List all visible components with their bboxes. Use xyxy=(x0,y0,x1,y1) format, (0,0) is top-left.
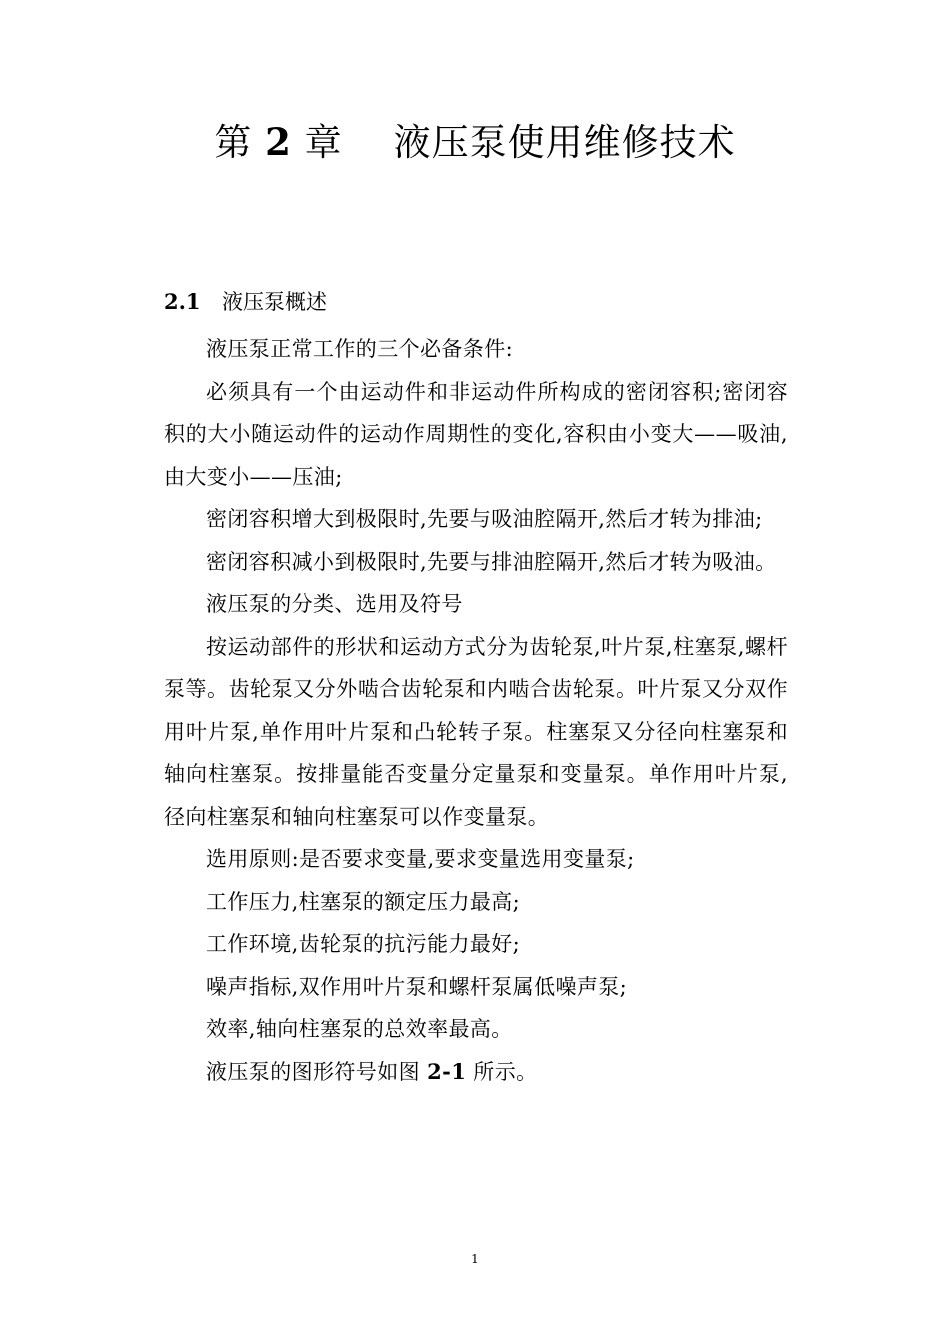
body-text xyxy=(164,328,788,1093)
figure-ref-before: 液压泵的图形符号如图 xyxy=(206,1059,420,1084)
paragraph: 密闭容积增大到极限时,先要与吸油腔隔开,然后才转为排油; xyxy=(206,507,763,531)
section-title: 液压泵概述 xyxy=(222,290,327,314)
paragraph: 工作环境,齿轮泵的抗污能力最好; xyxy=(206,932,521,956)
paragraph: 效率,轴向柱塞泵的总效率最高。 xyxy=(206,1017,513,1041)
chapter-title-text: 液压泵使用维修技术 xyxy=(393,121,736,164)
paragraph: 液压泵的分类、选用及符号 xyxy=(206,592,463,616)
paragraph-figure-ref xyxy=(164,1051,788,1094)
paragraph: 液压泵正常工作的三个必备条件: xyxy=(206,337,514,361)
paragraph: 选用原则:是否要求变量,要求变量选用变量泵; xyxy=(206,847,635,871)
paragraph: 必须具有一个由运动件和非运动件所构成的密闭容积;密闭容积的大小随运动件的运动作周期性的变化,容积由小变大——吸油,由大变小——压油; xyxy=(164,379,788,489)
chapter-number: 2 xyxy=(265,120,292,164)
paragraph: 工作压力,柱塞泵的额定压力最高; xyxy=(206,889,521,914)
paragraph: 按运动部件的形状和运动方式分为齿轮泵,叶片泵,柱塞泵,螺杆泵等。齿轮泵又分外啮合齿轮泵和内啮合齿轮泵。叶片泵又分双作用叶片泵,单作用叶片泵和凸轮转子泵。柱塞泵又分径向柱塞泵和轴向柱塞泵。按排量能否变量分定量泵和变量泵。单作用叶片泵,径向柱塞泵和轴向柱塞泵可以作变量泵。 xyxy=(164,634,788,829)
chapter-suffix: 章 xyxy=(304,121,343,164)
page-number: 1 xyxy=(471,1252,479,1266)
chapter-prefix: 第 xyxy=(214,121,253,164)
figure-ref-after: 所示。 xyxy=(473,1059,538,1084)
paragraph: 噪声指标,双作用叶片泵和螺杆泵属低噪声泵; xyxy=(206,974,628,999)
paragraph: 密闭容积减小到极限时,先要与排油腔隔开,然后才转为吸油。 xyxy=(206,549,777,574)
chapter-title xyxy=(0,118,950,167)
section-number: 2.1 xyxy=(164,289,201,314)
figure-ref-number: 2-1 xyxy=(427,1058,467,1084)
section-heading xyxy=(164,284,327,320)
